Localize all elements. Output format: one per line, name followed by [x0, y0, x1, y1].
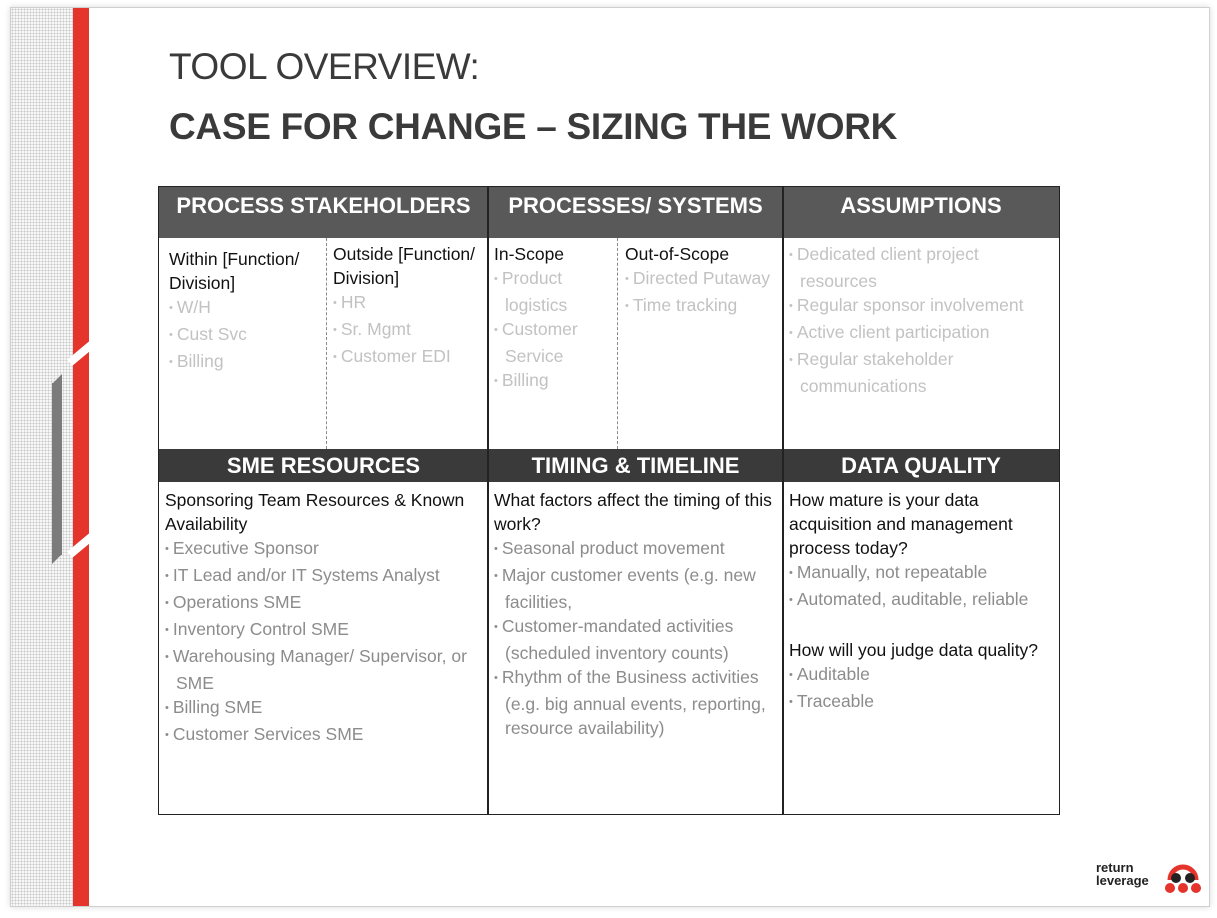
list-item: • Customer EDI: [333, 344, 483, 371]
list-item: • Major customer events (e.g. new facilities,: [494, 563, 774, 614]
header-process-stakeholders: PROCESS STAKEHOLDERS: [159, 187, 488, 238]
list-item: • Operations SME: [165, 590, 483, 617]
header-timing-timeline: TIMING & TIMELINE: [488, 449, 783, 482]
sme-title: Sponsoring Team Resources & Known Availability: [165, 490, 465, 534]
column-divider: [487, 187, 489, 814]
dashed-divider: [617, 238, 618, 449]
list-item: • Billing: [494, 368, 612, 395]
list-item: • Directed Putaway: [625, 266, 780, 293]
within-title: Within [Function/ Division]: [169, 249, 300, 293]
timing-title: What factors affect the timing of this work?: [494, 490, 772, 534]
list-item: • Customer Services SME: [165, 722, 483, 749]
header-data-quality: DATA QUALITY: [783, 449, 1059, 482]
column-divider: [782, 187, 784, 814]
header-processes-systems: PROCESSES/ SYSTEMS: [488, 187, 783, 238]
data-quality-question: How mature is your data acquisition and management process today?: [789, 490, 1013, 558]
list-item: • Product logistics: [494, 266, 612, 317]
title-line-1: TOOL OVERVIEW:: [169, 46, 480, 87]
list-item: • Dedicated client project resources: [789, 242, 1057, 293]
list-item: • Auditable: [789, 662, 1055, 689]
list-item: • Rhythm of the Business activities (e.g. big annual events, reporting, resource availability): [494, 665, 774, 740]
list-item: • Billing: [169, 349, 319, 376]
list-item: • Regular stakeholder communications: [789, 347, 1057, 398]
logo-line: leverage: [1096, 873, 1149, 888]
list-item: • Billing SME: [165, 695, 483, 722]
list-item: • Inventory Control SME: [165, 617, 483, 644]
dashed-divider: [326, 238, 327, 449]
out-of-scope-title: Out-of-Scope: [625, 244, 730, 264]
brand-logo-icon: [1164, 858, 1202, 894]
list-item: • Customer-mandated activities (scheduled inventory counts): [494, 614, 774, 665]
timing-cell: [494, 488, 774, 740]
list-item: • Regular sponsor involvement: [789, 293, 1057, 320]
list-item: • Automated, auditable, reliable: [789, 587, 1055, 614]
list-item: • Active client participation: [789, 320, 1057, 347]
within-cell: [169, 247, 319, 376]
list-item: • Customer Service: [494, 317, 612, 368]
grey-bar-tip: [52, 554, 62, 564]
list-item: • Sr. Mgmt: [333, 317, 483, 344]
data-quality-cell: [789, 488, 1055, 716]
dotted-sidebar: [11, 8, 73, 906]
list-item: • Manually, not repeatable: [789, 560, 1055, 587]
header-assumptions: ASSUMPTIONS: [783, 187, 1059, 238]
brand-logo-text: [1096, 861, 1149, 887]
list-item: • Executive Sponsor: [165, 536, 483, 563]
list-item: • Warehousing Manager/ Supervisor, or SME: [165, 644, 483, 695]
grey-accent-bar: [52, 383, 62, 555]
list-item: • Traceable: [789, 689, 1055, 716]
list-item: • HR: [333, 290, 483, 317]
title-line-2: CASE FOR CHANGE – SIZING THE WORK: [169, 106, 898, 147]
list-item: • Time tracking: [625, 293, 780, 320]
list-item: • Cust Svc: [169, 322, 319, 349]
assumptions-cell: [789, 242, 1057, 398]
in-scope-title: In-Scope: [494, 244, 565, 264]
outside-cell: [333, 242, 483, 371]
outside-title: Outside [Function/ Division]: [333, 244, 476, 288]
list-item: • IT Lead and/or IT Systems Analyst: [165, 563, 483, 590]
data-quality-question: How will you judge data quality?: [789, 640, 1039, 660]
logo-line: return: [1096, 860, 1134, 875]
sme-cell: [165, 488, 483, 749]
overview-table: [158, 186, 1060, 815]
slide: [10, 7, 1210, 907]
list-item: • W/H: [169, 295, 319, 322]
out-of-scope-cell: [625, 242, 780, 320]
list-item: • Seasonal product movement: [494, 536, 774, 563]
red-accent-bar: [73, 8, 89, 906]
header-sme-resources: SME RESOURCES: [159, 449, 488, 482]
in-scope-cell: [494, 242, 612, 395]
